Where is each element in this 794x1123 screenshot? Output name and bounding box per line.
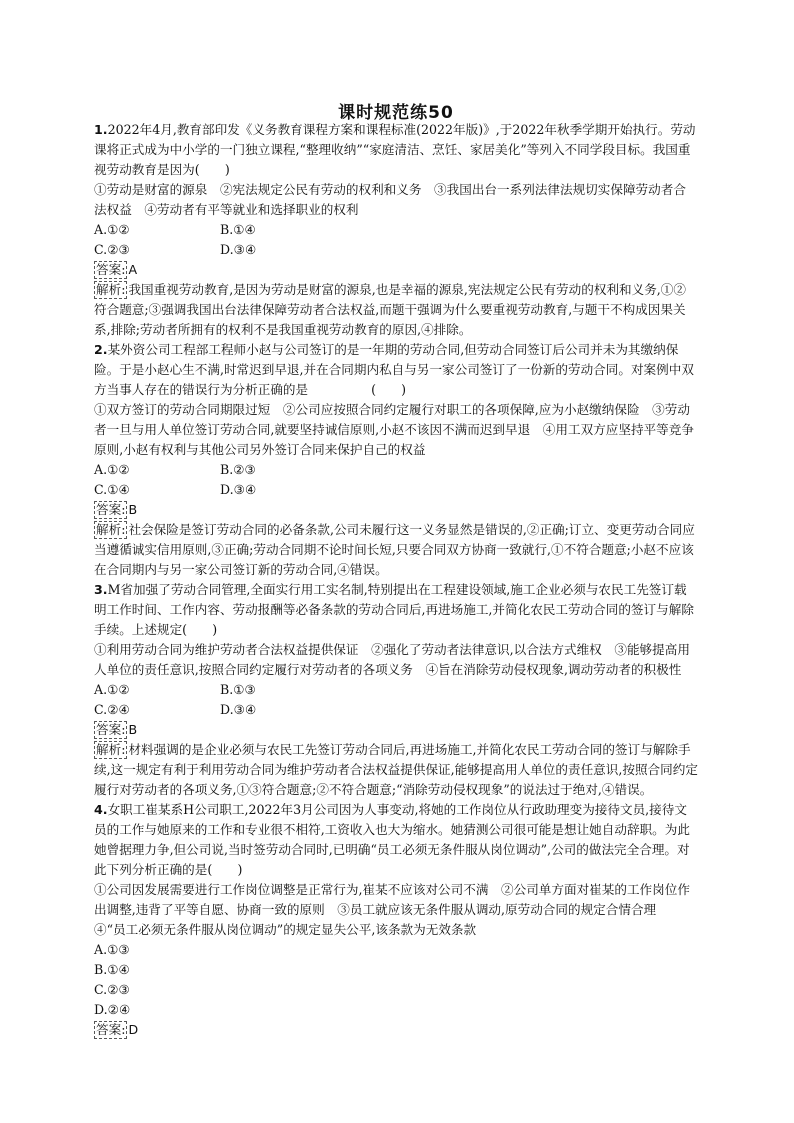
question-text: 某外资公司工程部工程师小赵与公司签订的是一年期的劳动合同,但劳动合同签订后公司并未为其缴纳保险。于是小赵心生不满,时常迟到早退,并在合同期内私自与另一家公司签订了一份新的劳动合同。对案例中双方当事人存在的错误行为分析正确的是 ( ) — [94, 342, 694, 397]
question-text: M省加强了劳动合同管理,全面实行用工实名制,特别提出在工程建设领域,施工企业必须与农民工先签订载明工作时间、工作内容、劳动报酬等必备条款的劳动合同后,再进场施工,并简化农民工劳动合同的签订与解除手续。上述规定( ) — [94, 582, 694, 637]
option-d: D.③④ — [220, 702, 257, 717]
analysis-text: 材料强调的是企业必须与农民工先签订劳动合同后,再进场施工,并简化农民工劳动合同的签订与解除手续,这一规定有利于利用劳动合同为维护劳动者合法权益提供保证,能够提高用人单位的责任意识,按照合同约定履行对劳动者的各项义务,①③符合题意;②不符合题意;“消除劳动侵权现象”的说法过于绝对,④错误。 — [94, 742, 698, 797]
answer-line — [94, 720, 698, 740]
analysis-line — [94, 520, 698, 580]
analysis-tag: 解析: — [96, 522, 126, 537]
statement-list: ①利用劳动合同为维护劳动者合法权益提供保证 ②强化了劳动者法律意识,以合法方式维权 ③能够提高用人单位的责任意识,按照合同约定履行对劳动者的各项义务 ④旨在消除劳动侵权现象,调动劳动者的积极性 — [94, 642, 690, 677]
question-2 — [94, 340, 698, 580]
answer-value: B — [128, 502, 138, 517]
answer-value: D — [128, 1022, 139, 1037]
answer-tag: 答案: — [96, 502, 126, 517]
option-c: C.②③ — [94, 982, 130, 997]
option-c: C.②④ — [94, 702, 130, 717]
question-number: 4. — [94, 802, 108, 817]
answer-tag: 答案: — [96, 1022, 126, 1037]
analysis-tag: 解析: — [96, 282, 126, 297]
option-a: A.①② — [94, 462, 130, 477]
option-list — [94, 460, 698, 500]
option-b: B.①④ — [220, 222, 256, 237]
option-list — [94, 220, 698, 260]
answer-value: A — [128, 262, 138, 277]
question-stem — [94, 340, 698, 400]
question-text: 2022年4月,教育部印发《义务教育课程方案和课程标准(2022年版)》,于2022年秋季学期开始执行。劳动课将正式成为中小学的一门独立课程,“整理收纳”“家庭清洁、烹饪、家居美化”等列入不同学段目标。我国重视劳动教育是因为( ) — [94, 122, 696, 177]
option-a: A.①③ — [94, 942, 130, 957]
option-d: D.③④ — [220, 242, 257, 257]
option-list — [94, 940, 698, 1020]
option-b: B.②③ — [220, 462, 256, 477]
answer-value: B — [128, 722, 138, 737]
option-a: A.①② — [94, 682, 130, 697]
answer-line — [94, 260, 698, 280]
statement-list: ①劳动是财富的源泉 ②宪法规定公民有劳动的权利和义务 ③我国出台一系列法律法规切实保障劳动者合法权益 ④劳动者有平等就业和选择职业的权利 — [94, 182, 686, 217]
question-1 — [94, 120, 698, 340]
answer-tag: 答案: — [96, 262, 126, 277]
analysis-text: 社会保险是签订劳动合同的必备条款,公司未履行这一义务显然是错误的,②正确;订立、变更劳动合同应当遵循诚实信用原则,③正确;劳动合同期不论时间长短,只要合同双方协商一致就行,①不符合题意;小赵不应该在合同期内与另一家公司签订新的劳动合同,④错误。 — [94, 522, 695, 577]
analysis-tag: 解析: — [96, 742, 126, 757]
answer-line — [94, 500, 698, 520]
analysis-line — [94, 280, 698, 340]
option-b: B.①③ — [220, 682, 256, 697]
question-text: 女职工崔某系H公司职工,2022年3月公司因为人事变动,将她的工作岗位从行政助理变为接待文员,接待文员的工作与她原来的工作和专业很不相符,工资收入也大为缩水。她猜测公司很可能是想让她自动辞职。为此她曾据理力争,但公司说,当时签劳动合同时,已明确“员工必须无条件服从岗位调动”,公司的做法完全合理。对此下列分析正确的是( ) — [94, 802, 690, 877]
option-c: C.①④ — [94, 482, 130, 497]
question-stem — [94, 800, 698, 880]
question-number: 1. — [94, 122, 108, 137]
question-number: 3. — [94, 582, 108, 597]
statement-list: ①双方签订的劳动合同期限过短 ②公司应按照合同约定履行对职工的各项保障,应为小赵缴纳保险 ③劳动者一旦与用人单位签订劳动合同,就要坚持诚信原则,小赵不该因不满而迟到早退 ④用工双方应坚持平等竞争原则,小赵有权利与其他公司另外签订合同来保护自己的权益 — [94, 402, 694, 457]
question-stem — [94, 580, 698, 640]
question-number: 2. — [94, 342, 108, 357]
page-title: 课时规范练50 — [338, 103, 454, 123]
option-d: D.②④ — [94, 1002, 131, 1017]
option-a: A.①② — [94, 222, 130, 237]
answer-tag: 答案: — [96, 722, 126, 737]
option-list — [94, 680, 698, 720]
question-list — [94, 120, 698, 1040]
option-c: C.②③ — [94, 242, 130, 257]
statement-list: ①公司因发展需要进行工作岗位调整是正常行为,崔某不应该对公司不满 ②公司单方面对崔某的工作岗位作出调整,违背了平等自愿、协商一致的原则 ③员工就应该无条件服从调动,原劳动合同的规定合情合理 ④“员工必须无条件服从岗位调动”的规定显失公平,该条款为无效条款 — [94, 882, 690, 937]
question-4 — [94, 800, 698, 1040]
analysis-text: 我国重视劳动教育,是因为劳动是财富的源泉,也是幸福的源泉,宪法规定公民有劳动的权利和义务,①②符合题意;③强调我国出台法律保障劳动者合法权益,而题干强调为什么要重视劳动教育,与题干不构成因果关系,排除;劳动者所拥有的权利不是我国重视劳动教育的原因,④排除。 — [94, 282, 686, 337]
question-3 — [94, 580, 698, 800]
option-b: B.①④ — [94, 962, 130, 977]
analysis-line — [94, 740, 698, 800]
option-d: D.③④ — [220, 482, 257, 497]
question-stem — [94, 120, 698, 180]
answer-line — [94, 1020, 698, 1040]
